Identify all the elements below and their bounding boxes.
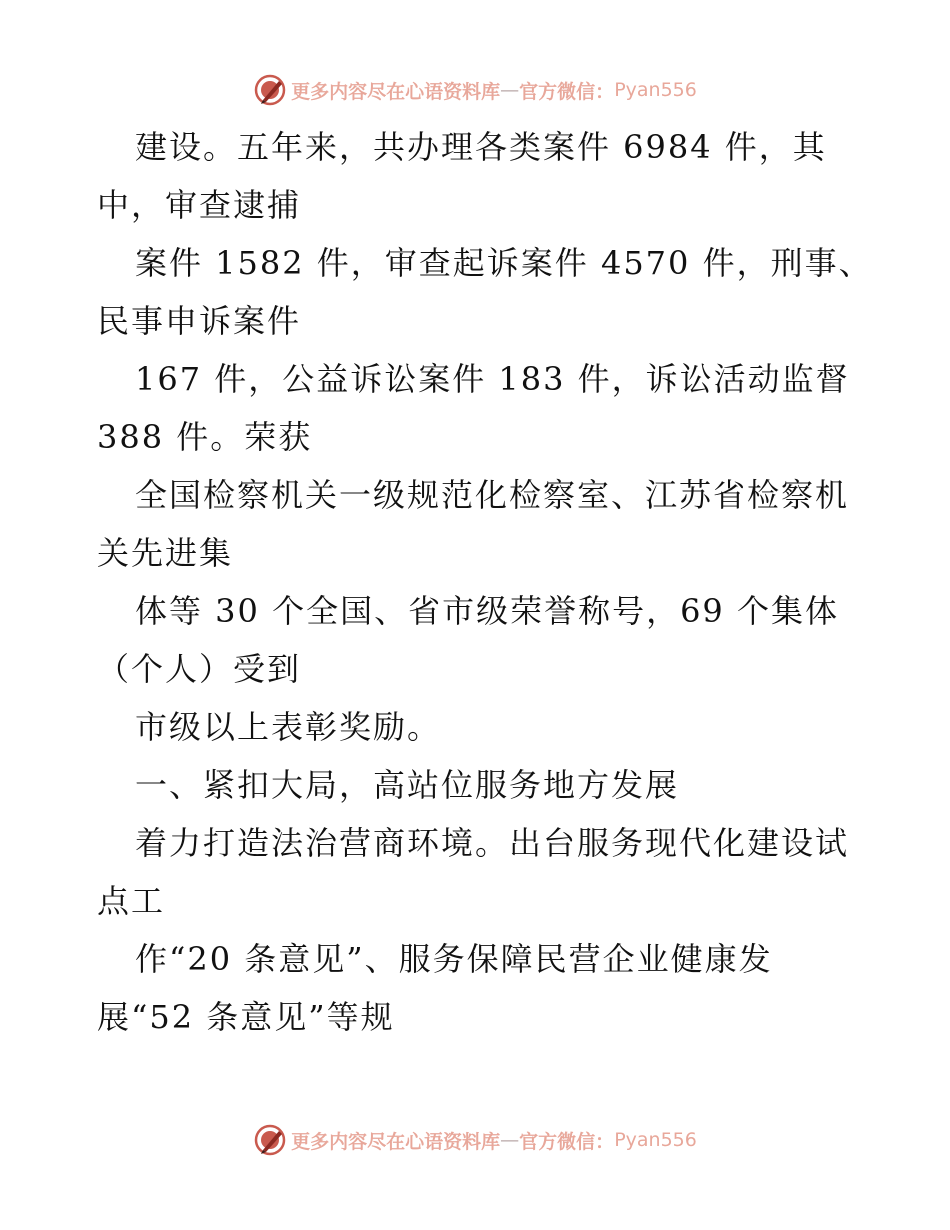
body-line: 关先进集 <box>97 534 234 572</box>
body-line: 作“20 条意见”、服务保障民营企业健康发 <box>135 940 773 978</box>
watermark-main-text: 更多内容尽在心语资料库 <box>291 80 501 103</box>
watermark-official-label: 官方微信： <box>519 1130 615 1153</box>
pen-logo-icon <box>253 73 287 107</box>
body-line: 全国检察机关一级规范化检察室、江苏省检察机 <box>135 476 850 514</box>
watermark-wechat-id: Pyan556 <box>614 1129 697 1151</box>
header-watermark <box>0 70 950 110</box>
document-body <box>97 118 873 1046</box>
watermark-wechat-id: Pyan556 <box>614 79 697 101</box>
body-line: 建设。五年来，共办理各类案件 6984 件，其 <box>135 128 827 166</box>
pen-logo-icon <box>253 1123 287 1157</box>
body-line: 一、紧扣大局，高站位服务地方发展 <box>135 766 680 804</box>
watermark-official-label: 官方微信： <box>519 80 615 103</box>
body-line: 市级以上表彰奖励。 <box>135 708 442 746</box>
watermark-main-text: 更多内容尽在心语资料库 <box>291 1130 501 1153</box>
body-line: 体等 30 个全国、省市级荣誉称号，69 个集体 <box>135 592 839 630</box>
body-line: 案件 1582 件，审查起诉案件 4570 件，刑事、 <box>135 244 873 282</box>
watermark-separator: — <box>500 79 520 101</box>
body-line: 388 件。荣获 <box>97 418 313 456</box>
footer-watermark <box>0 1120 950 1160</box>
watermark-separator: — <box>500 1129 520 1151</box>
body-line: 着力打造法治营商环境。出台服务现代化建设试 <box>135 824 850 862</box>
body-line: 展“52 条意见”等规 <box>97 998 395 1036</box>
body-line: 点工 <box>97 882 166 920</box>
body-line: 民事申诉案件 <box>97 302 302 340</box>
body-line: 中，审查逮捕 <box>97 186 302 224</box>
body-line: （个人）受到 <box>97 650 302 688</box>
body-line: 167 件，公益诉讼案件 183 件，诉讼活动监督 <box>135 360 850 398</box>
